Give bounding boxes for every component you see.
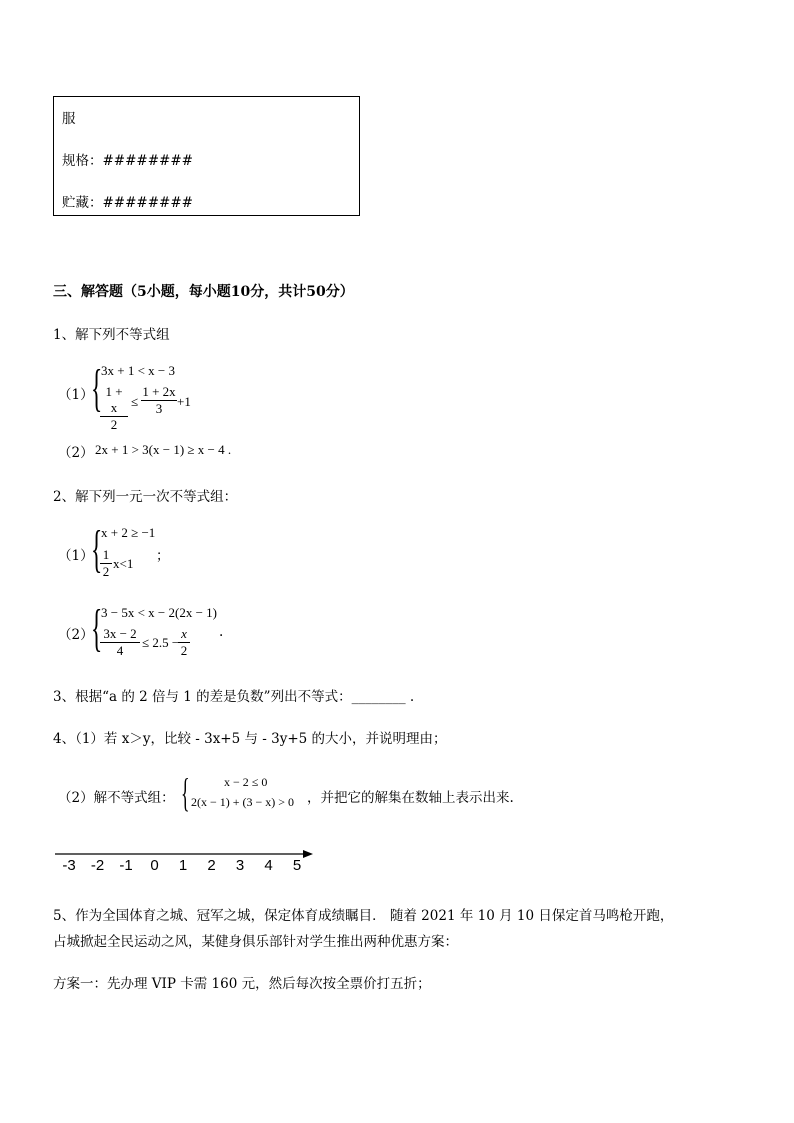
number-line-tick-label: 3	[235, 857, 245, 874]
q2-part2-frac2-num: x	[178, 626, 190, 643]
q1-part1-frac1-den: 2	[110, 417, 118, 432]
product-info-box	[53, 96, 360, 216]
q1-part1-tail: +1	[177, 394, 191, 409]
q3-text: 3、根据“a 的 2 倍与 1 的差是负数”列出不等式：________ .	[53, 689, 415, 705]
q2-part2-label: （2）	[58, 627, 94, 643]
q1-part1-frac1	[100, 384, 128, 433]
number-line-tick-label: 0	[150, 857, 159, 874]
q2-part1-brace: {	[91, 521, 103, 578]
section-heading: 三、解答题（5小题，每小题10分，共计50分）	[53, 284, 354, 300]
info-line-storage: 贮藏：########	[62, 195, 193, 211]
q5-line1: 5、作为全国体育之城、冠军之城，保定体育成绩瞩目． 随着 2021 年 10 月 10 日保定首马鸣枪开跑，	[53, 908, 674, 924]
q2-part1-frac	[100, 547, 112, 580]
q2-part2-frac2	[178, 626, 190, 659]
q2-part1-line1: x + 2 ≥ −1	[101, 525, 156, 540]
q4-part2-label: （2）解不等式组：	[58, 790, 175, 806]
q2-title: 2、解下列一元一次不等式组：	[53, 489, 238, 505]
q2-part1-frac-num: 1	[100, 547, 112, 564]
q1-part1-line1: 3x + 1 < x − 3	[101, 363, 175, 378]
q4-part2-brace: {	[181, 770, 190, 815]
q1-part1-frac1-num: 1 + x	[100, 384, 128, 417]
q2-part2-brace: {	[91, 600, 103, 657]
q1-part1-frac2-den: 3	[155, 401, 163, 416]
q2-part2-frac1-num: 3x − 2	[100, 626, 140, 643]
q2-part2-frac1-den: 4	[116, 643, 124, 658]
q1-part1-le: ≤	[131, 394, 139, 409]
q2-part2-frac1	[100, 626, 140, 659]
q1-part2-label: （2）	[58, 445, 94, 461]
number-line-tick-label: 5	[292, 857, 302, 874]
info-line-name: 服	[62, 111, 76, 127]
q4-part2-line1: x − 2 ≤ 0	[224, 775, 268, 789]
q5-line2: 占城掀起全民运动之风，某健身俱乐部针对学生推出两种优惠方案：	[53, 934, 458, 950]
q2-part2-line1: 3 − 5x < x − 2(2x − 1)	[101, 605, 217, 620]
q1-part1-brace: {	[91, 360, 103, 417]
q1-title: 1、解下列不等式组	[53, 327, 170, 343]
q1-part1-frac2	[141, 384, 177, 417]
q2-part1-end: ；	[156, 548, 170, 564]
number-line-tick-label: -1	[119, 857, 133, 874]
q1-part1-frac2-num: 1 + 2x	[142, 384, 176, 399]
info-line-spec: 规格：########	[62, 153, 193, 169]
q4-part2-line2: 2(x − 1) + (3 − x) > 0	[191, 795, 295, 809]
q4-part1: 4、（1）若 x＞y，比较 - 3x+5 与 - 3y+5 的大小，并说明理由；	[53, 731, 447, 747]
number-line-tick-label: -3	[62, 857, 76, 874]
q2-part1-tail: x<1	[113, 556, 134, 571]
q2-part1-label: （1）	[58, 548, 94, 564]
number-line-tick-label: 2	[207, 857, 216, 874]
number-line-tick-label: -2	[90, 857, 105, 874]
number-line-tick-label: 1	[178, 857, 188, 874]
q2-part2-end: .	[219, 624, 224, 640]
q4-part2-tail: ，并把它的解集在数轴上表示出来.	[307, 790, 514, 806]
q2-part2-frac2-den: 2	[180, 643, 188, 658]
q2-part1-frac-den: 2	[102, 564, 110, 579]
q1-part2-expr: 2x + 1 > 3(x − 1) ≥ x − 4 .	[95, 442, 232, 457]
q1-part1-label: （1）	[58, 387, 94, 403]
q5-line3: 方案一：先办理 VIP 卡需 160 元，然后每次按全票价打五折；	[53, 976, 431, 992]
q2-part2-mid: ≤ 2.5 −	[142, 635, 180, 650]
number-line-tick-label: 4	[264, 857, 273, 874]
